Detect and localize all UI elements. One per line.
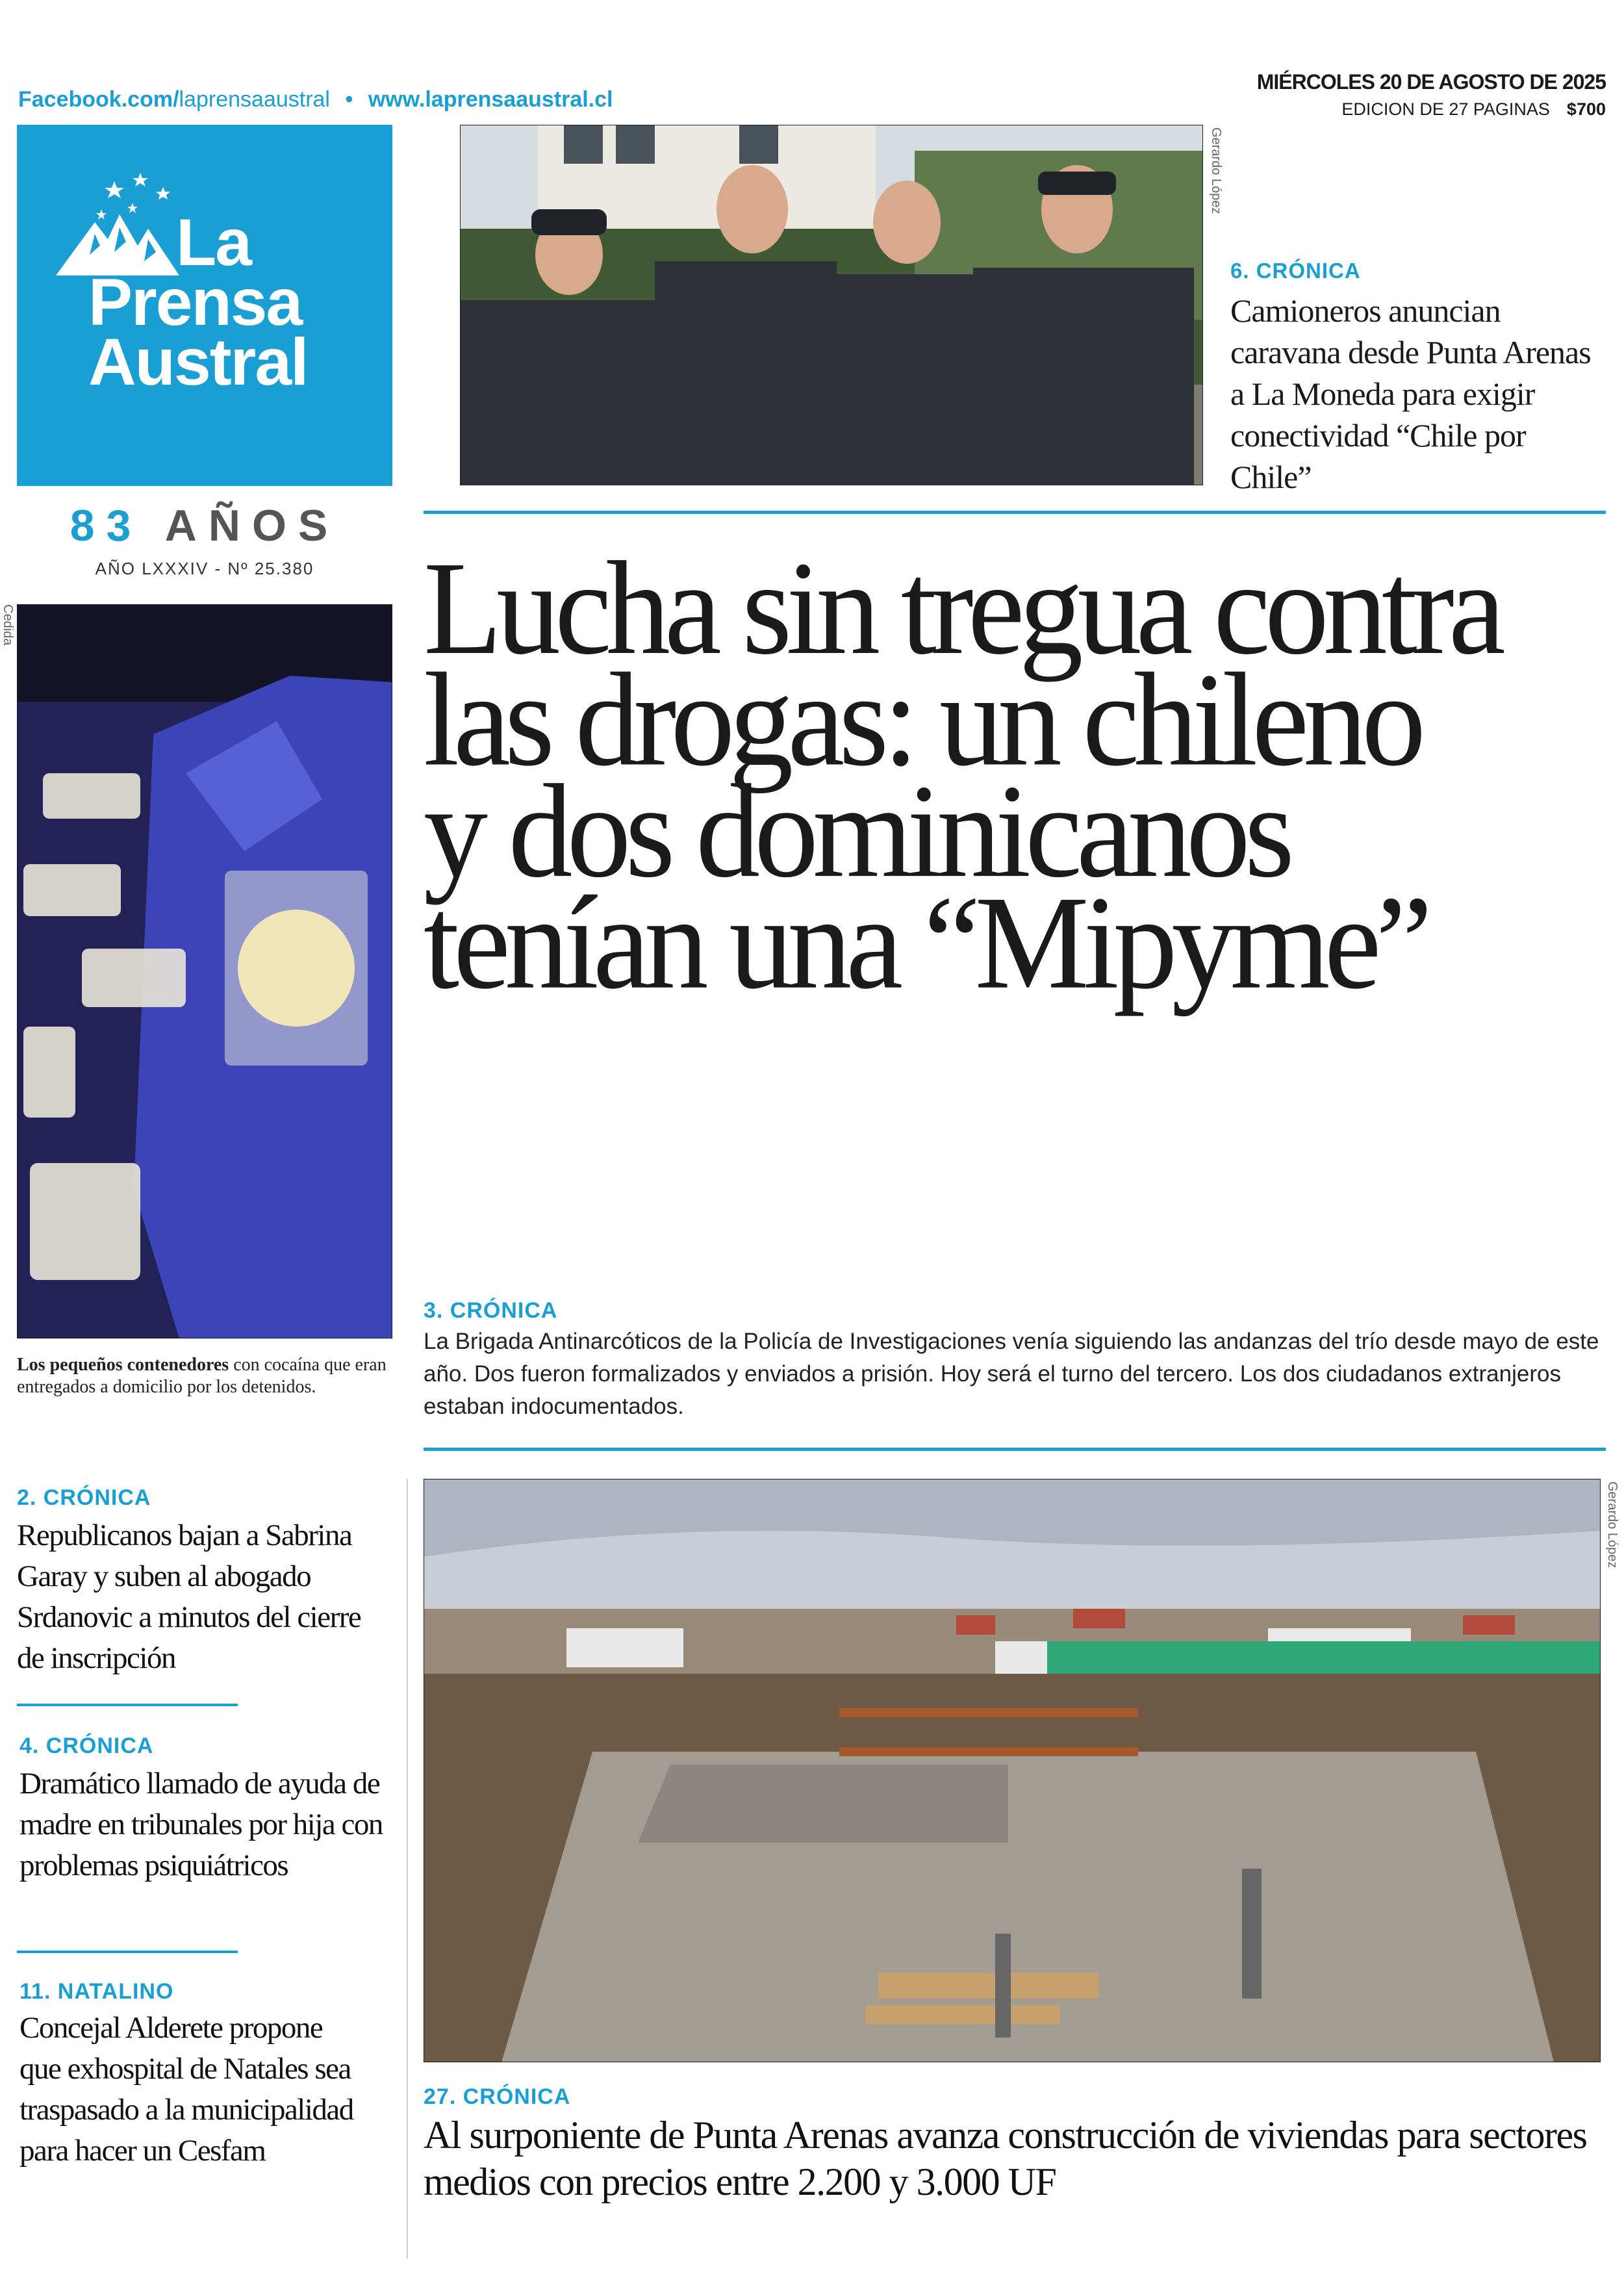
kicker-cronica-6[interactable]: 6. CRÓNICA [1230, 259, 1361, 283]
issue-date: MIÉRCOLES 20 DE AGOSTO DE 2025 [1256, 70, 1606, 94]
construction-illustration [424, 1479, 1601, 2062]
logo-line-1: La [176, 205, 251, 279]
main-headline-line-1: Lucha sin tregua contra [424, 533, 1500, 682]
truckers-illustration [460, 125, 1203, 485]
teaser-divider-1 [17, 1704, 238, 1706]
teaser-headline-alderete[interactable]: Concejal Alderete propone que exhospital de Natales sea traspasado a la municipalidad para hacer un Cesfam [19, 2011, 353, 2168]
truckers-photo[interactable] [460, 125, 1203, 485]
logo-wordmark [88, 205, 308, 399]
divider-top [424, 511, 1606, 514]
column-divider [407, 1479, 408, 2259]
logo[interactable] [17, 125, 392, 486]
caption-lead: Los pequeños contenedores [17, 1355, 229, 1375]
separator-dot: • [345, 87, 353, 112]
main-headline-line-2: las drogas: un chileno [424, 645, 1421, 794]
kicker-cronica-2[interactable]: 2. CRÓNICA [17, 1485, 151, 1510]
dateline [1257, 70, 1606, 120]
teaser-headline-dramatico[interactable]: Dramático llamado de ayuda de madre en tribunales por hija con problemas psiquiátricos [19, 1767, 383, 1882]
main-lead: La Brigada Antinarcóticos de la Policía de Investigaciones venía siguiendo las andanzas del trío desde mayo de este año. Dos fueron formalizados y enviados a prisión. Hoy será el turno del tercero. Los dos ciudadanos extranjeros estaban indocumentados. [424, 1329, 1599, 1419]
main-headline[interactable] [424, 533, 1606, 1017]
kicker-cronica-27[interactable]: 27. CRÓNICA [424, 2084, 571, 2109]
photo-credit-top: Gerardo López [1209, 127, 1223, 214]
website-link[interactable]: www.laprensaaustral.cl [368, 87, 613, 112]
main-headline-line-3: y dos dominicanos [424, 757, 1289, 905]
logo-line-3: Austral [88, 325, 308, 399]
construction-photo[interactable] [424, 1479, 1601, 2062]
facebook-link[interactable]: Facebook.com/laprensaaustral [18, 87, 330, 112]
edition-pages: EDICION DE 27 PAGINAS [1341, 99, 1550, 119]
price: $700 [1566, 99, 1606, 119]
kicker-cronica-3[interactable]: 3. CRÓNICA [424, 1298, 558, 1323]
teaser-headline-republicanos[interactable]: Republicanos bajan a Sabrina Garay y suben al abogado Srdanovic a minutos del cierre de inscripción [17, 1518, 361, 1675]
photo-credit-drugs: Cedida [1, 604, 15, 646]
issue-number: AÑO LXXXIV - Nº 25.380 [95, 559, 314, 578]
kicker-natalino-11[interactable]: 11. NATALINO [19, 1979, 174, 2004]
caption-text: con cocaína que eran entregados a domicilio por los detenidos. [17, 1355, 387, 1397]
drugs-photo[interactable] [17, 604, 392, 1338]
kicker-cronica-4[interactable]: 4. CRÓNICA [19, 1734, 154, 1758]
main-headline-line-4: tenían una “Mipyme” [424, 868, 1427, 1017]
social-links [18, 87, 613, 112]
anniversary [17, 500, 392, 551]
teaser-headline-truckers[interactable]: Camioneros anuncian caravana desde Punta Arenas a La Moneda para exigir conectividad “Chile por Chile” [1230, 292, 1591, 495]
logo-line-2: Prensa [88, 265, 302, 339]
years-word: AÑOS [164, 501, 340, 550]
drugs-illustration [17, 604, 392, 1338]
photo-caption [17, 1354, 394, 1398]
bottom-headline[interactable]: Al surponiente de Punta Arenas avanza construcción de viviendas para sectores medios con precios entre 2.200 y 3.000 UF [424, 2114, 1587, 2203]
teaser-divider-2 [17, 1951, 238, 1953]
years-number: 83 [70, 501, 143, 550]
divider-middle [424, 1448, 1606, 1451]
edition-info [1257, 99, 1606, 120]
photo-credit-bottom: Gerardo López [1605, 1481, 1619, 1568]
